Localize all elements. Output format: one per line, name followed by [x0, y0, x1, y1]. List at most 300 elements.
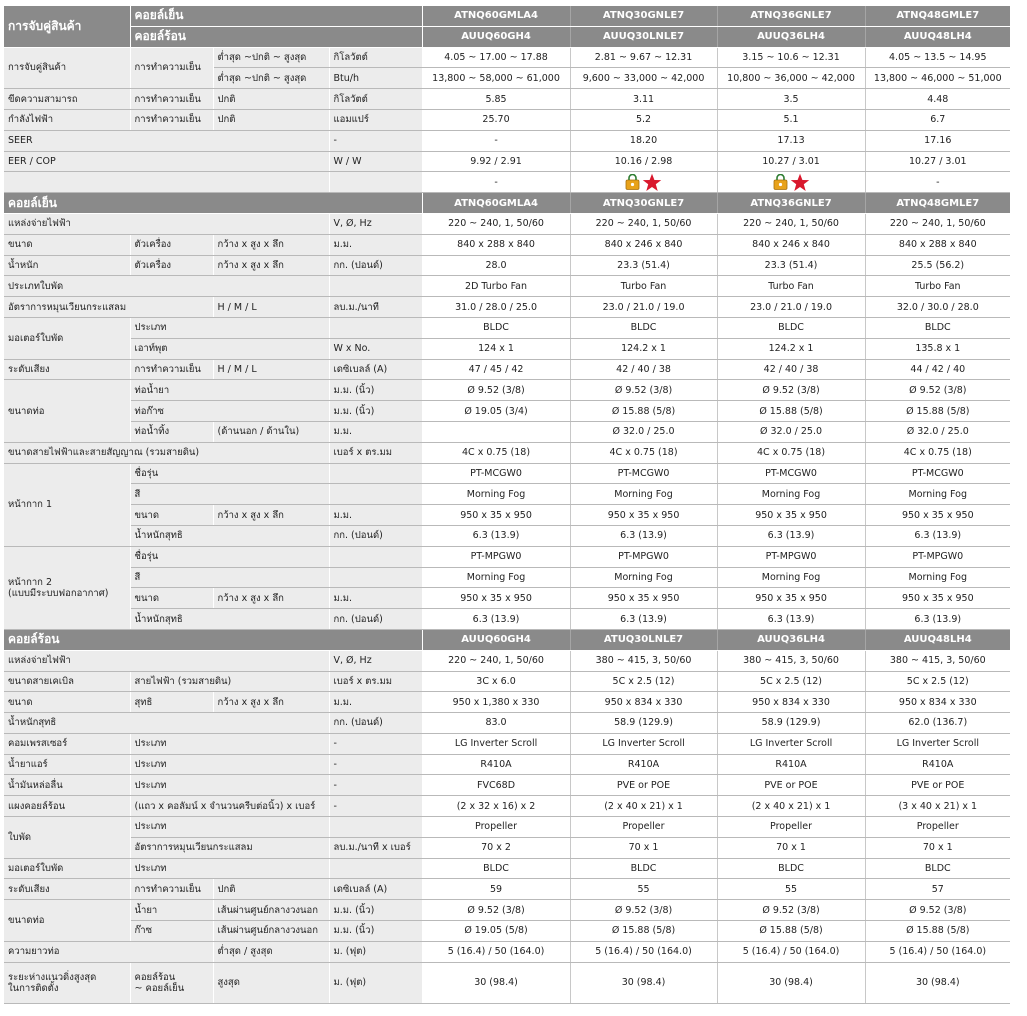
row-label: ท่อก๊าซ [130, 401, 329, 422]
spec-value: 58.9 (129.9) [570, 713, 717, 734]
spec-value: 840 x 288 x 840 [865, 234, 1010, 255]
row-label: ขนาดสายเคเบิล [4, 671, 130, 692]
spec-row-p1-model [4, 463, 1010, 484]
energy-badges [773, 173, 810, 192]
outdoor-model-4: AUUQ48LH4 [865, 26, 1010, 47]
spec-value: 55 [717, 879, 865, 900]
spec-value: 25.70 [422, 109, 570, 130]
spec-row-out-fan-flow [4, 837, 1010, 858]
row-label [4, 172, 329, 193]
spec-value: 3.5 [717, 89, 865, 110]
row-label: - [329, 775, 422, 796]
row-label: EER / COP [4, 151, 329, 172]
spec-value: 31.0 / 28.0 / 25.0 [422, 297, 570, 318]
spec-value: 6.3 (13.9) [865, 525, 1010, 546]
spec-value: 18.20 [570, 130, 717, 151]
spec-value: 17.16 [865, 130, 1010, 151]
row-label [329, 817, 422, 838]
row-label: ขนาด [130, 588, 213, 609]
spec-value: 5 (16.4) / 50 (164.0) [865, 941, 1010, 962]
spec-value: 4C x 0.75 (18) [717, 442, 865, 463]
spec-value: Morning Fog [422, 567, 570, 588]
spec-value: LG Inverter Scroll [865, 733, 1010, 754]
row-label: ม. (ฟุต) [329, 962, 422, 1003]
row-label: การจับคู่สินค้า [4, 47, 130, 89]
spec-value: 5C x 2.5 (12) [570, 671, 717, 692]
spec-row-in-motor-type [4, 317, 1010, 338]
spec-value: Morning Fog [570, 484, 717, 505]
spec-row-out-pipe-gas [4, 921, 1010, 942]
row-label: กิโลวัตต์ [329, 47, 422, 68]
spec-value: 10.16 / 2.98 [570, 151, 717, 172]
matching-title: การจับคู่สินค้า [4, 6, 130, 47]
spec-value: 5 (16.4) / 50 (164.0) [570, 941, 717, 962]
row-label: ต่ำสุด / สูงสุด [213, 941, 329, 962]
spec-value: 30 (98.4) [570, 962, 717, 1003]
spec-row-p2-model [4, 546, 1010, 567]
spec-value: AUUQ48LH4 [865, 629, 1010, 650]
spec-row-p2-weight [4, 609, 1010, 630]
spec-value: PT-MCGW0 [422, 463, 570, 484]
spec-value: 124.2 x 1 [570, 338, 717, 359]
spec-value: 220 ~ 240, 1, 50/60 [422, 650, 570, 671]
row-label: - [329, 754, 422, 775]
spec-value: 840 x 288 x 840 [422, 234, 570, 255]
row-label: อัตราการหมุนเวียนกระแสลม [4, 297, 213, 318]
spec-value: 59 [422, 879, 570, 900]
row-label: ม.ม. [329, 692, 422, 713]
spec-value: 124 x 1 [422, 338, 570, 359]
row-label: ต่ำสุด ~ปกติ ~ สูงสุด [213, 47, 329, 68]
spec-row-in-airflow [4, 297, 1010, 318]
spec-value [717, 172, 865, 193]
spec-value: Ø 9.52 (3/8) [570, 380, 717, 401]
spec-value: Ø 32.0 / 25.0 [717, 421, 865, 442]
spec-value: 5C x 2.5 (12) [865, 671, 1010, 692]
spec-value: Morning Fog [865, 484, 1010, 505]
spec-value: PVE or POE [570, 775, 717, 796]
spec-row-p1-dim [4, 505, 1010, 526]
indoor-model-3: ATNQ36GNLE7 [717, 6, 865, 26]
row-label: (ด้านนอก / ด้านใน) [213, 421, 329, 442]
spec-value: (2 x 32 x 16) x 2 [422, 796, 570, 817]
row-label: ระดับเสียง [4, 879, 130, 900]
spec-value: 3C x 6.0 [422, 671, 570, 692]
spec-value: LG Inverter Scroll [717, 733, 865, 754]
spec-value: AUUQ36LH4 [717, 629, 865, 650]
row-label: น้ำหนักสุทธิ [4, 713, 329, 734]
spec-value: PT-MCGW0 [717, 463, 865, 484]
row-label: สี [130, 567, 329, 588]
spec-value: 950 x 35 x 950 [717, 505, 865, 526]
spec-value: 950 x 834 x 330 [865, 692, 1010, 713]
spec-value: 220 ~ 240, 1, 50/60 [865, 213, 1010, 234]
spec-row-out-noise [4, 879, 1010, 900]
spec-value: 4.05 ~ 13.5 ~ 14.95 [865, 47, 1010, 68]
row-label: Btu/h [329, 68, 422, 89]
row-label [329, 567, 422, 588]
spec-value: 6.3 (13.9) [717, 609, 865, 630]
spec-value: R410A [422, 754, 570, 775]
row-label: ประเภท [130, 733, 329, 754]
row-label: กำลังไฟฟ้า [4, 109, 130, 130]
spec-value: Morning Fog [570, 567, 717, 588]
row-label: ม.ม. [329, 505, 422, 526]
spec-row-in-pipe-liquid [4, 380, 1010, 401]
row-label: อัตราการหมุนเวียนกระแสลม [130, 837, 329, 858]
outdoor-model-3: AUUQ36LH4 [717, 26, 865, 47]
spec-value: 380 ~ 415, 3, 50/60 [865, 650, 1010, 671]
row-label: ประเภท [130, 775, 329, 796]
row-label: ประเภท [130, 317, 329, 338]
row-label: ลบ.ม./นาที x เบอร์ [329, 837, 422, 858]
spec-value: ATNQ36GNLE7 [717, 193, 865, 214]
spec-value: 6.3 (13.9) [570, 609, 717, 630]
row-label: กิโลวัตต์ [329, 89, 422, 110]
spec-table [4, 6, 1010, 1004]
spec-value: Ø 32.0 / 25.0 [570, 421, 717, 442]
row-label: การทำความเย็น [130, 109, 213, 130]
row-label: สูงสุด [213, 962, 329, 1003]
row-label: ความยาวท่อ [4, 941, 213, 962]
spec-value: Ø 15.88 (5/8) [717, 401, 865, 422]
spec-row-in-weight [4, 255, 1010, 276]
spec-value: Propeller [717, 817, 865, 838]
indoor-model-2: ATNQ30GNLE7 [570, 6, 717, 26]
spec-value: Ø 15.88 (5/8) [570, 401, 717, 422]
row-label: ชื่อรุ่น [130, 463, 329, 484]
row-label: สายไฟฟ้า (รวมสายดิน) [130, 671, 329, 692]
spec-value: BLDC [865, 317, 1010, 338]
indoor-model-4: ATNQ48GMLE7 [865, 6, 1010, 26]
row-label: กก. (ปอนด์) [329, 609, 422, 630]
spec-value: R410A [570, 754, 717, 775]
row-label: ประเภท [130, 817, 329, 838]
spec-row-p1-color [4, 484, 1010, 505]
spec-value: 950 x 35 x 950 [422, 505, 570, 526]
energy-badges [625, 173, 662, 192]
spec-value: ATNQ60GMLA4 [422, 193, 570, 214]
spec-value: Morning Fog [865, 567, 1010, 588]
spec-value: 70 x 2 [422, 837, 570, 858]
spec-value: 23.3 (51.4) [717, 255, 865, 276]
spec-value: Ø 9.52 (3/8) [717, 900, 865, 921]
row-label: ม.ม. [329, 234, 422, 255]
spec-value: 47 / 45 / 42 [422, 359, 570, 380]
spec-value: 30 (98.4) [717, 962, 865, 1003]
row-label: เดซิเบลล์ (A) [329, 359, 422, 380]
spec-value: ATNQ48GMLE7 [865, 193, 1010, 214]
spec-row-out-dim [4, 692, 1010, 713]
row-label: V, Ø, Hz [329, 650, 422, 671]
row-label: เบอร์ x ตร.มม [329, 671, 422, 692]
row-label: หน้ากาก 2 (แบบมีระบบฟอกอากาศ) [4, 546, 130, 629]
row-label: การทำความเย็น [130, 47, 213, 89]
spec-value: ATNQ30GNLE7 [570, 193, 717, 214]
spec-value: 950 x 834 x 330 [717, 692, 865, 713]
row-label: ขนาดสายไฟฟ้าและสายสัญญาณ (รวมสายดิน) [4, 442, 329, 463]
row-label: เอาท์พุต [130, 338, 329, 359]
spec-value: BLDC [570, 317, 717, 338]
spec-value: ATUQ30LNLE7 [570, 629, 717, 650]
row-label [329, 172, 422, 193]
spec-value: Turbo Fan [717, 276, 865, 297]
spec-value [422, 421, 570, 442]
row-label: น้ำมันหล่อลื่น [4, 775, 130, 796]
row-label: ขนาด [4, 692, 130, 713]
row-label: ตัวเครื่อง [130, 255, 213, 276]
row-label: กก. (ปอนด์) [329, 255, 422, 276]
spec-value: (2 x 40 x 21) x 1 [717, 796, 865, 817]
spec-row-indoor-head [4, 193, 1010, 214]
spec-value: 30 (98.4) [422, 962, 570, 1003]
spec-value: 6.3 (13.9) [422, 525, 570, 546]
indoor-unit-label: คอยล์เย็น [130, 6, 422, 26]
indoor-model-1: ATNQ60GMLA4 [422, 6, 570, 26]
spec-row-p1-weight [4, 525, 1010, 546]
spec-value: 23.0 / 21.0 / 19.0 [570, 297, 717, 318]
spec-value: 6.3 (13.9) [570, 525, 717, 546]
spec-value: Ø 9.52 (3/8) [422, 900, 570, 921]
spec-value: 220 ~ 240, 1, 50/60 [422, 213, 570, 234]
spec-value: 840 x 246 x 840 [717, 234, 865, 255]
row-label: ปกติ [213, 89, 329, 110]
spec-value: 5C x 2.5 (12) [717, 671, 865, 692]
spec-row-in-pipe-drain [4, 421, 1010, 442]
spec-value: PT-MPGW0 [422, 546, 570, 567]
spec-value: Ø 9.52 (3/8) [865, 380, 1010, 401]
spec-value: 2.81 ~ 9.67 ~ 12.31 [570, 47, 717, 68]
spec-value: 55 [570, 879, 717, 900]
spec-row-in-dim [4, 234, 1010, 255]
spec-value: 42 / 40 / 38 [570, 359, 717, 380]
spec-value: 3.11 [570, 89, 717, 110]
spec-value: Ø 9.52 (3/8) [717, 380, 865, 401]
spec-row-outdoor-head [4, 629, 1010, 650]
spec-value: Ø 19.05 (5/8) [422, 921, 570, 942]
row-label: สุทธิ [130, 692, 213, 713]
spec-value: Propeller [570, 817, 717, 838]
spec-value: 10.27 / 3.01 [717, 151, 865, 172]
spec-value: 42 / 40 / 38 [717, 359, 865, 380]
spec-value: 840 x 246 x 840 [570, 234, 717, 255]
spec-value: BLDC [570, 858, 717, 879]
row-label: กว้าง x สูง x ลึก [213, 588, 329, 609]
spec-row-out-motor [4, 858, 1010, 879]
row-label [329, 276, 422, 297]
row-label [329, 463, 422, 484]
row-label: คอยล์เย็น [4, 193, 422, 214]
spec-value: 4C x 0.75 (18) [570, 442, 717, 463]
model-header-indoor [4, 6, 1010, 26]
spec-value: 6.7 [865, 109, 1010, 130]
spec-row-out-cable [4, 671, 1010, 692]
energy-label-icon [773, 174, 788, 190]
spec-row-out-pipe-liquid [4, 900, 1010, 921]
spec-value: 124.2 x 1 [717, 338, 865, 359]
outdoor-model-2: AUUQ30LNLE7 [570, 26, 717, 47]
spec-value: (2 x 40 x 21) x 1 [570, 796, 717, 817]
spec-value: 44 / 42 / 40 [865, 359, 1010, 380]
spec-value: 950 x 35 x 950 [422, 588, 570, 609]
spec-value: 5.85 [422, 89, 570, 110]
row-label: เดซิเบลล์ (A) [329, 879, 422, 900]
row-label: มอเตอร์ใบพัด [4, 317, 130, 359]
row-label: แหล่งจ่ายไฟฟ้า [4, 213, 329, 234]
spec-row-in-noise [4, 359, 1010, 380]
spec-value: 5 (16.4) / 50 (164.0) [717, 941, 865, 962]
row-label: ประเภท [130, 754, 329, 775]
row-label [329, 858, 422, 879]
row-label: ท่อน้ำยา [130, 380, 329, 401]
row-label: ท่อน้ำทิ้ง [130, 421, 213, 442]
spec-row-out-refrig [4, 754, 1010, 775]
row-label: น้ำหนักสุทธิ [130, 525, 329, 546]
row-label: กว้าง x สูง x ลึก [213, 234, 329, 255]
spec-value: 5.1 [717, 109, 865, 130]
spec-row-cap-kw [4, 47, 1010, 68]
spec-row-p2-color [4, 567, 1010, 588]
spec-row-out-power [4, 650, 1010, 671]
row-label: เส้นผ่านศูนย์กลางวงนอก [213, 900, 329, 921]
row-label: กว้าง x สูง x ลึก [213, 255, 329, 276]
row-label: น้ำยาแอร์ [4, 754, 130, 775]
spec-row-eer [4, 151, 1010, 172]
row-label: แหล่งจ่ายไฟฟ้า [4, 650, 329, 671]
row-label: ชื่อรุ่น [130, 546, 329, 567]
spec-row-label [4, 172, 1010, 193]
row-label: ม.ม. (นิ้ว) [329, 380, 422, 401]
spec-value: Ø 9.52 (3/8) [570, 900, 717, 921]
row-label: ม. (ฟุต) [329, 941, 422, 962]
row-label: - [329, 130, 422, 151]
spec-value: 10.27 / 3.01 [865, 151, 1010, 172]
spec-value: LG Inverter Scroll [570, 733, 717, 754]
outdoor-unit-label: คอยล์ร้อน [130, 26, 422, 47]
spec-value: 950 x 1,380 x 330 [422, 692, 570, 713]
row-label: กก. (ปอนด์) [329, 525, 422, 546]
row-label: คอยล์ร้อน [4, 629, 422, 650]
row-label: น้ำหนักสุทธิ [130, 609, 329, 630]
row-label: การทำความเย็น [130, 879, 213, 900]
spec-value: AUUQ60GH4 [422, 629, 570, 650]
spec-row-in-cable [4, 442, 1010, 463]
spec-value: 83.0 [422, 713, 570, 734]
spec-value: 950 x 35 x 950 [865, 588, 1010, 609]
spec-value: 5 (16.4) / 50 (164.0) [422, 941, 570, 962]
spec-value: Propeller [865, 817, 1010, 838]
row-label: - [329, 796, 422, 817]
spec-value: 30 (98.4) [865, 962, 1010, 1003]
row-label: ระดับเสียง [4, 359, 130, 380]
row-label: ม.ม. (นิ้ว) [329, 401, 422, 422]
spec-row-out-coil [4, 796, 1010, 817]
spec-row-pipe-length [4, 941, 1010, 962]
row-label: V, Ø, Hz [329, 213, 422, 234]
row-label: - [329, 733, 422, 754]
row-label [329, 317, 422, 338]
row-label: น้ำยา [130, 900, 213, 921]
spec-value: 220 ~ 240, 1, 50/60 [570, 213, 717, 234]
row-label: SEER [4, 130, 329, 151]
spec-value [570, 172, 717, 193]
row-label [329, 484, 422, 505]
spec-value: BLDC [422, 858, 570, 879]
spec-value: 220 ~ 240, 1, 50/60 [717, 213, 865, 234]
spec-row-out-comp [4, 733, 1010, 754]
spec-value: Propeller [422, 817, 570, 838]
row-label: การทำความเย็น [130, 359, 213, 380]
spec-value: Morning Fog [717, 484, 865, 505]
row-label: ขนาด [130, 505, 213, 526]
spec-value: 3.15 ~ 10.6 ~ 12.31 [717, 47, 865, 68]
spec-value: PVE or POE [717, 775, 865, 796]
row-label: ตัวเครื่อง [130, 234, 213, 255]
spec-value: Ø 15.88 (5/8) [717, 921, 865, 942]
spec-value: Ø 9.52 (3/8) [865, 900, 1010, 921]
spec-value: 9,600 ~ 33,000 ~ 42,000 [570, 68, 717, 89]
spec-value: PVE or POE [865, 775, 1010, 796]
spec-row-out-weight [4, 713, 1010, 734]
star-icon [790, 173, 810, 192]
spec-row-in-pipe-gas [4, 401, 1010, 422]
spec-value: 950 x 35 x 950 [865, 505, 1010, 526]
spec-value: Morning Fog [422, 484, 570, 505]
row-label: ขีดความสามารถ [4, 89, 130, 110]
row-label: ขนาด [4, 234, 130, 255]
spec-value: 4.48 [865, 89, 1010, 110]
spec-row-p2-dim [4, 588, 1010, 609]
spec-value: - [422, 130, 570, 151]
outdoor-model-1: AUUQ60GH4 [422, 26, 570, 47]
spec-value: 6.3 (13.9) [717, 525, 865, 546]
row-label: ลบ.ม./นาที [329, 297, 422, 318]
row-label: (แถว x คอลัมน์ x จำนวนครีบต่อนิ้ว) x เบอร์ [130, 796, 329, 817]
spec-value: 32.0 / 30.0 / 28.0 [865, 297, 1010, 318]
row-label: แผงคอยล์ร้อน [4, 796, 130, 817]
spec-value: - [422, 172, 570, 193]
spec-row-out-fan-type [4, 817, 1010, 838]
spec-value: LG Inverter Scroll [422, 733, 570, 754]
spec-value: Turbo Fan [865, 276, 1010, 297]
spec-value: 6.3 (13.9) [865, 609, 1010, 630]
spec-value: Ø 9.52 (3/8) [422, 380, 570, 401]
spec-row-current [4, 109, 1010, 130]
row-label: ม.ม. (นิ้ว) [329, 900, 422, 921]
spec-value: 4C x 0.75 (18) [865, 442, 1010, 463]
spec-value: Morning Fog [717, 567, 865, 588]
spec-value: 70 x 1 [717, 837, 865, 858]
spec-value: 23.3 (51.4) [570, 255, 717, 276]
row-label: แอมแปร์ [329, 109, 422, 130]
spec-value: Turbo Fan [570, 276, 717, 297]
row-label: เบอร์ x ตร.มม [329, 442, 422, 463]
spec-value: PT-MPGW0 [865, 546, 1010, 567]
spec-value: - [865, 172, 1010, 193]
spec-value: Ø 19.05 (3/4) [422, 401, 570, 422]
row-label: ระยะห่างแนวดิ่งสูงสุด ในการติดตั้ง [4, 962, 130, 1003]
spec-value: 70 x 1 [570, 837, 717, 858]
row-label: ขนาดท่อ [4, 380, 130, 442]
spec-value: FVC68D [422, 775, 570, 796]
row-label: ม.ม. [329, 421, 422, 442]
spec-value: PT-MPGW0 [570, 546, 717, 567]
spec-row-in-power [4, 213, 1010, 234]
energy-label-icon [625, 174, 640, 190]
spec-value: Ø 15.88 (5/8) [865, 921, 1010, 942]
row-label: H / M / L [213, 297, 329, 318]
spec-value: Ø 32.0 / 25.0 [865, 421, 1010, 442]
